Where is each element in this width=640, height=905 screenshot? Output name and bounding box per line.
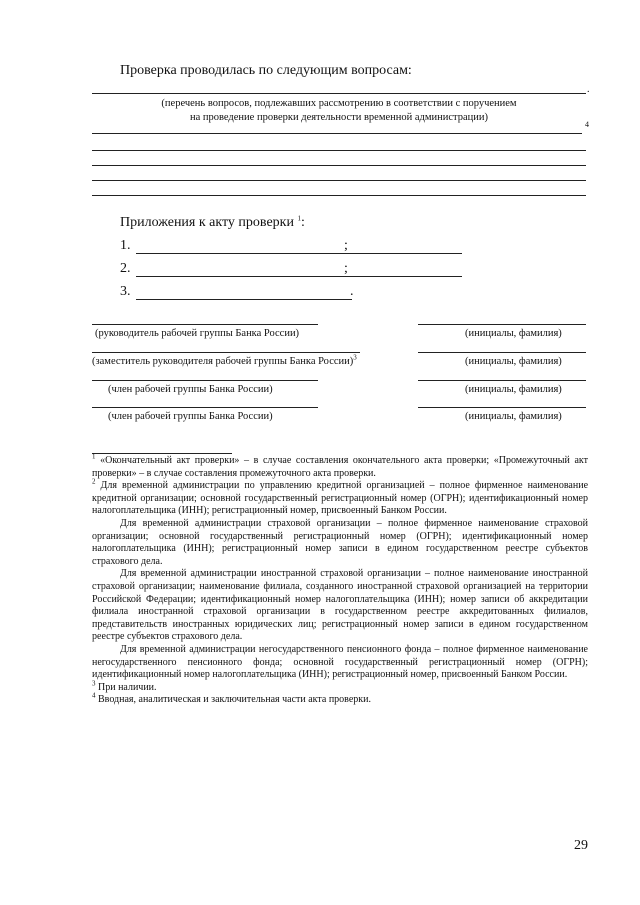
footnote-4 [92, 691, 588, 707]
footnote-2 [92, 477, 589, 518]
signature-line-right [418, 352, 586, 353]
footnote-3-text: При наличии. [98, 681, 157, 693]
signature-role-4: (член рабочей группы Банка России) [108, 411, 273, 422]
signature-line-left [92, 324, 318, 325]
attachments-heading-text: Приложения к акту проверки [120, 215, 294, 230]
footnote-separator [92, 453, 232, 454]
attachment-number: 3. [120, 284, 131, 299]
footnote-mark-1: 1 [297, 214, 301, 223]
signature-line-left [92, 407, 318, 408]
attachment-item-1 [120, 238, 360, 254]
footnote-mark-3: 3 [353, 353, 357, 362]
attachment-item-3 [120, 284, 360, 300]
questions-blank-line [92, 195, 586, 196]
colon: : [300, 215, 305, 230]
footnote-2-paragraph-3: Для временной администрации иностранной страховой организации – полное наименование иностранной страховой организации; наименование филиала, созданного иностранной страховой организацией на территории Российской Федерации; идентификационный номер налогоплательщика (ИНН); номер записи об аккредитации филиала иностранной страховой организации в государственном реестре аккредитованных филиалов, представительств иностранных юридических лиц; регистрационный номер записи в едином государственном реестре субъектов страхового дела. [92, 568, 588, 643]
caption-line-1: (перечень вопросов, подлежавших рассмотрению в соответствии с поручением [161, 98, 517, 109]
attachment-end: ; [344, 261, 348, 276]
signature-role-3: (член рабочей группы Банка России) [108, 384, 273, 395]
signature-line-right [418, 380, 586, 381]
questions-heading: Проверка проводилась по следующим вопросам: [120, 63, 412, 78]
attachment-item-2 [120, 261, 360, 277]
signature-name-1: (инициалы, фамилия) [465, 328, 562, 339]
attachment-number: 2. [120, 261, 131, 276]
questions-blank-line [92, 150, 586, 151]
questions-blank-line [92, 93, 586, 94]
attachments-heading [120, 215, 305, 231]
footnote-4-mark: 4 [92, 691, 96, 700]
attachment-number: 1. [120, 238, 131, 253]
attachment-blank-line [136, 253, 462, 254]
footnote-2-text: Для временной администрации по управлению кредитной организацией – полное фирменное наименование кредитной организации; основной государственный регистрационный номер (ОГРН); идентификационный номер налогоплательщика (ИНН); регистрационный номер, присвоенный Банком России. [92, 480, 589, 517]
signature-role-2-text: (заместитель руководителя рабочей группы Банка России) [92, 356, 354, 367]
signature-role-2 [92, 353, 357, 367]
attachment-blank-line [136, 299, 352, 300]
footnote-2-paragraph-2: Для временной администрации страховой организации – полное фирменное наименование страховой организации; основной государственный регистрационный номер (ОГРН); идентификационный номер налогоплательщика (ИНН); регистрационный номер записи в едином государственном реестре субъектов страхового дела. [92, 517, 588, 567]
footnote-2-mark: 2 [92, 477, 96, 486]
page-number: 29 [574, 838, 588, 853]
signature-line-left [92, 380, 318, 381]
questions-caption [92, 97, 586, 125]
footnote-1 [92, 452, 589, 480]
signature-name-4: (инициалы, фамилия) [465, 411, 562, 422]
signature-line-right [418, 407, 586, 408]
attachment-blank-line [136, 276, 462, 277]
footnote-1-text: «Окончательный акт проверки» – в случае составления окончательного акта проверки; «Промежуточный акт проверки» – в случае составления промежуточного акта проверки. [92, 455, 589, 479]
signature-line-left [92, 352, 360, 353]
caption-line-2: на проведение проверки деятельности временной администрации) [189, 112, 489, 123]
questions-blank-line [92, 165, 586, 166]
footnote-2-paragraph-4: Для временной администрации негосударственного пенсионного фонда – полное фирменное наименование негосударственного пенсионного фонда; основной государственный регистрационный номер (ОГРН); идентификационный номер налогоплательщика (ИНН); регистрационный номер, присвоенный Банком России. [92, 643, 588, 681]
footnote-3 [92, 679, 588, 695]
signature-name-3: (инициалы, фамилия) [465, 384, 562, 395]
footnote-1-mark: 1 [92, 452, 96, 461]
signature-name-2: (инициалы, фамилия) [465, 356, 562, 367]
attachment-end: . [350, 284, 354, 299]
questions-blank-line [92, 180, 586, 181]
questions-blank-line [92, 133, 582, 134]
footnotes [92, 452, 589, 707]
signature-line-right [418, 324, 586, 325]
signature-role-1: (руководитель рабочей группы Банка России) [95, 328, 300, 339]
attachment-end: ; [344, 238, 348, 253]
footnote-4-text: Вводная, аналитическая и заключительная части акта проверки. [98, 694, 371, 706]
footnote-mark-4: 4 [585, 120, 589, 129]
footnote-3-mark: 3 [92, 679, 96, 688]
period-mark: . [587, 84, 590, 95]
